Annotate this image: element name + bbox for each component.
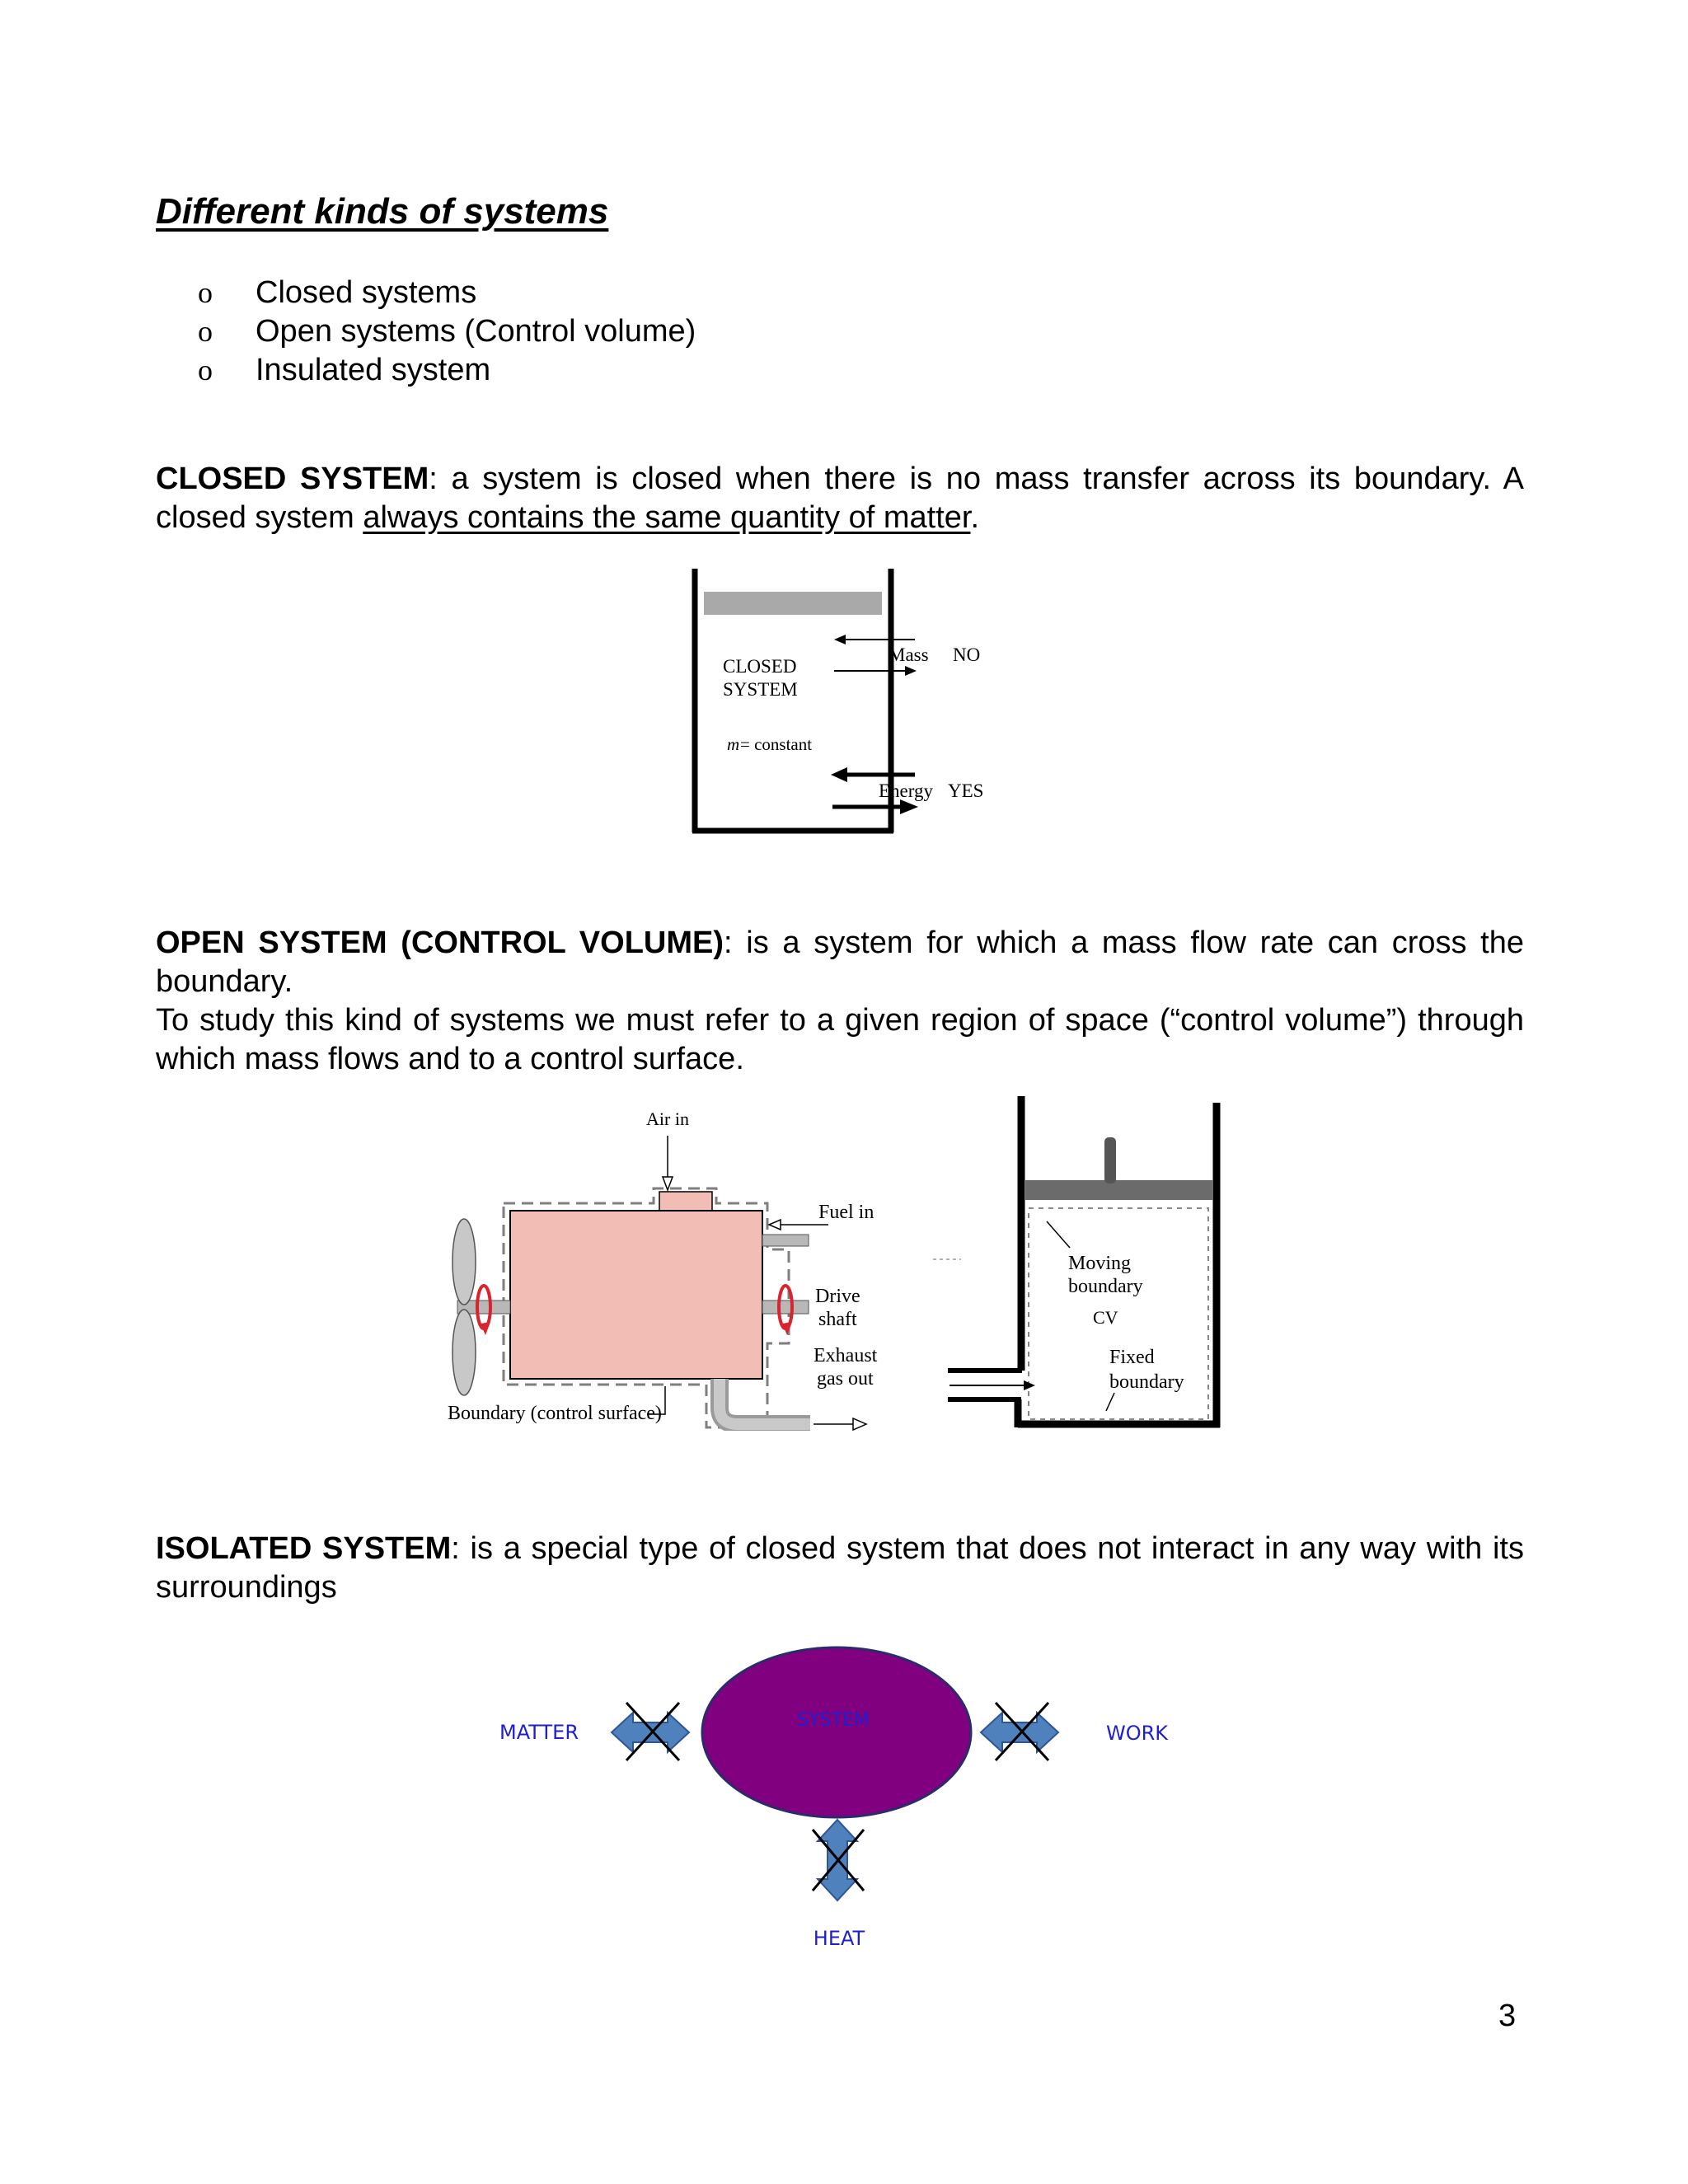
svg-text:NO: NO	[953, 644, 981, 665]
double-arrow-icon	[981, 1713, 1058, 1752]
isolated-system-heading: ISOLATED SYSTEM	[156, 1531, 452, 1566]
closed-system-paragraph: CLOSED SYSTEM: a system is closed when there is no mass transfer across its boundary. A closed system always contains the same quantity of matter.	[156, 462, 1524, 535]
svg-text:boundary: boundary	[1109, 1371, 1184, 1393]
system-ellipse	[702, 1647, 971, 1817]
svg-text:SYSTEM: SYSTEM	[797, 1710, 870, 1731]
svg-text:gas out: gas out	[817, 1368, 874, 1390]
svg-text:Moving: Moving	[1068, 1253, 1132, 1274]
svg-text:Mass: Mass	[889, 644, 929, 665]
open-system-paragraph: OPEN SYSTEM (CONTROL VOLUME): is a system for which a mass flow rate can cross the boundary. To study this kind of systems we must refer to a given region of space (“control volume”) through which mass flows and to a control surface.	[156, 926, 1524, 1076]
propeller-blade	[452, 1310, 476, 1395]
piston	[704, 592, 882, 615]
svg-text:boundary: boundary	[1068, 1276, 1143, 1297]
svg-text:= constant: = constant	[740, 734, 813, 754]
svg-text:WORK: WORK	[1106, 1722, 1169, 1745]
list-item: o Open systems (Control volume)	[198, 312, 696, 351]
systems-list	[198, 274, 696, 390]
svg-text:Energy: Energy	[879, 780, 934, 801]
piston	[1025, 1180, 1213, 1200]
list-item: o Insulated system	[198, 351, 696, 390]
svg-text:Fuel in: Fuel in	[818, 1202, 874, 1223]
bullet-mark: o	[198, 276, 213, 309]
page-number: 3	[1498, 1999, 1517, 2033]
svg-text:HEAT: HEAT	[813, 1927, 865, 1950]
svg-text:shaft: shaft	[818, 1309, 857, 1330]
closed-system-heading: CLOSED SYSTEM	[156, 462, 429, 496]
propeller-blade	[452, 1219, 476, 1305]
open-system-heading: OPEN SYSTEM (CONTROL VOLUME)	[156, 926, 724, 960]
svg-text:m: m	[727, 734, 740, 754]
svg-text:Exhaust: Exhaust	[814, 1345, 878, 1366]
piston-cylinder-cv-figure	[931, 1088, 1228, 1434]
svg-text:MATTER: MATTER	[499, 1721, 579, 1744]
svg-text:YES: YES	[948, 780, 984, 801]
svg-text:Drive: Drive	[815, 1286, 860, 1307]
svg-text:SYSTEM: SYSTEM	[723, 679, 798, 700]
closed-system-emphasis: always contains the same quantity of matter	[363, 500, 971, 535]
page-title: Different kinds of systems	[156, 191, 609, 232]
engine-control-volume-figure	[441, 1101, 903, 1431]
svg-text:CV: CV	[1093, 1307, 1118, 1328]
list-item: o Closed systems	[198, 274, 696, 312]
isolated-system-paragraph: ISOLATED SYSTEM: is a special type of closed system that does not interact in any way with its surroundings	[156, 1531, 1524, 1605]
isolated-system-figure	[486, 1640, 1212, 1953]
engine-block	[510, 1211, 762, 1379]
svg-text:Fixed: Fixed	[1109, 1347, 1155, 1368]
svg-text:Air in: Air in	[646, 1108, 689, 1129]
double-arrow-icon	[612, 1713, 689, 1752]
svg-text:Boundary (control surface): Boundary (control surface)	[448, 1403, 662, 1424]
svg-text:CLOSED: CLOSED	[723, 656, 797, 677]
bullet-mark: o	[198, 354, 213, 387]
closed-system-figure	[676, 560, 1022, 841]
bullet-mark: o	[198, 315, 213, 348]
